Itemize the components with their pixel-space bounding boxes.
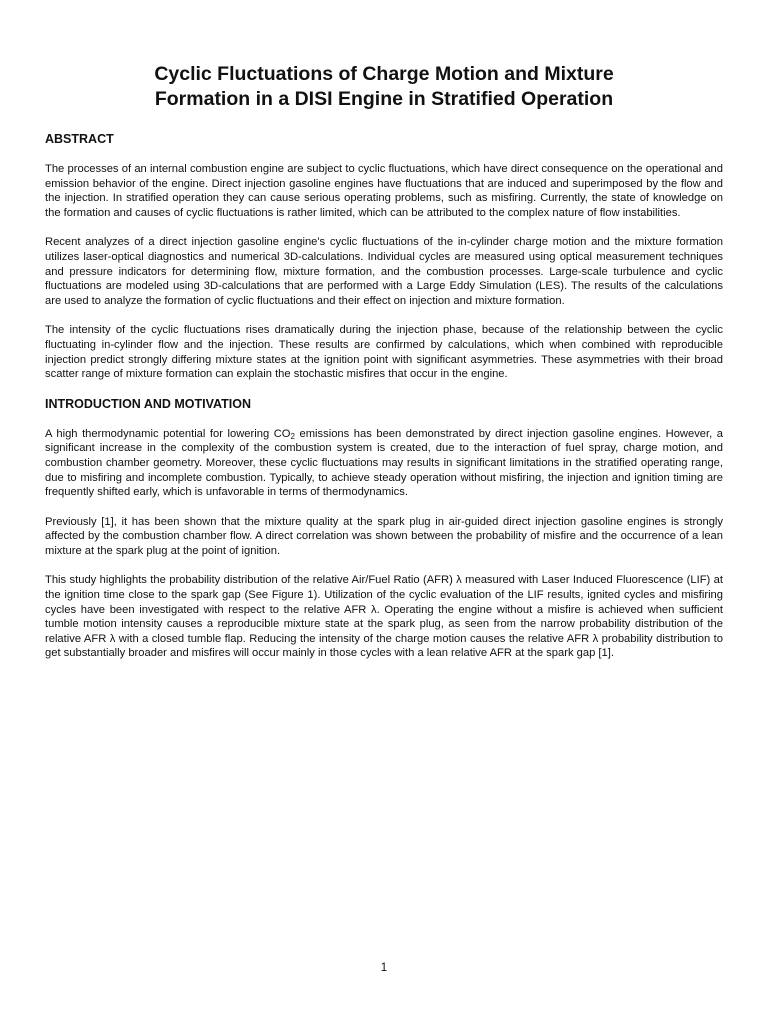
page-number: 1 [380, 962, 388, 974]
introduction-paragraph-1 [45, 427, 723, 500]
introduction-section [45, 397, 723, 661]
introduction-paragraph-3: This study highlights the probability distribution of the relative Air/Fuel Ratio (AFR) λ measured with Laser Induced Fluorescence (LIF) at the ignition time close to the spark gap (See Figure 1). Utilization of the cyclic evaluation of the LIF results, ignited cycles and misfiring cycles have been investigated with respect to the relative AFR λ. Operating the engine without a misfire is achieved when sufficient tumble motion intensity causes a reproducible mixture state at the spark plug, as seen from the narrow probability distribution of the relative AFR λ with a closed tumble flap. Reducing the intensity of the charge motion causes the relative AFR λ probability distribution to get substantially broader and misfires will occur mainly in those cycles with a lean relative AFR at the spark gap [1]. [45, 574, 723, 660]
abstract-section [45, 132, 723, 382]
introduction-paragraph-2: Previously [1], it has been shown that the mixture quality at the spark plug in air-guided direct injection gasoline engines is strongly affected by the combustion chamber flow. A direct correlation was shown between the probability of misfire and the occurrence of a lean mixture at the spark plug at the point of ignition. [45, 515, 723, 557]
intro-p1-text-start: A high thermodynamic potential for lowering CO [45, 427, 291, 440]
introduction-heading: INTRODUCTION AND MOTIVATION [45, 396, 251, 411]
abstract-heading: ABSTRACT [45, 132, 114, 146]
paper-title [45, 62, 723, 112]
abstract-paragraph-3: The intensity of the cyclic fluctuations rises dramatically during the injection phase, because of the relationship between the cyclic fluctuating in-cylinder flow and the injection. These results are confirmed by calculations, which when combined with reproducible injection predict strongly differing mixture states at the ignition point with significant asymmetries. These asymmetries with their broad scatter range of mixture formation can explain the stochastic misfires that occur in the engine. [45, 324, 723, 381]
co2-subscript: 2 [290, 431, 295, 441]
abstract-paragraph-1: The processes of an internal combustion engine are subject to cyclic fluctuations, which have direct consequence on the operational and emission behavior of the engine. Direct injection gasoline engines have fluctuations that are induced and superimposed by the flow and the injection. In stratified operation they can cause serious operating problems, such as misfiring. Currently, the state of knowledge on the formation and causes of cyclic fluctuations is rather limited, which can be attributed to the complex nature of flow instabilities. [45, 163, 723, 219]
paper-title-line-1: Cyclic Fluctuations of Charge Motion and Mixture [154, 63, 614, 85]
intro-p1-text-end: emissions has been demonstrated by direct injection gasoline engines. However, a significant increase in the complexity of the combustion system is created, due to the interaction of fuel spray, charge motion, and combustion chamber geometry. Moreover, these cyclic fluctuations may results in significant limitations in the stratified operating range, due to misfiring and incomplete combustion. Typically, to achieve steady operation without misfiring, the injection and ignition timing are frequently shifted early, which is unfavorable in terms of thermodynamics. [45, 427, 724, 499]
abstract-paragraph-2: Recent analyzes of a direct injection gasoline engine's cyclic fluctuations of the in-cylinder charge motion and the mixture formation utilizes laser-optical diagnostics and numerical 3D-calculations. Individual cycles are measured using optical measurement techniques and pressure indicators for determining flow, mixture formation, and the combustion processes. Large-scale turbulence and cyclic fluctuations are modeled using 3D-calculations that are performed with a Large Eddy Simulation (LES). The results of the calculations are used to analyze the formation of cyclic fluctuations and their effect on injection and mixture formation. [45, 236, 723, 307]
paper-title-line-2: Formation in a DISI Engine in Stratified Operation [154, 88, 614, 110]
